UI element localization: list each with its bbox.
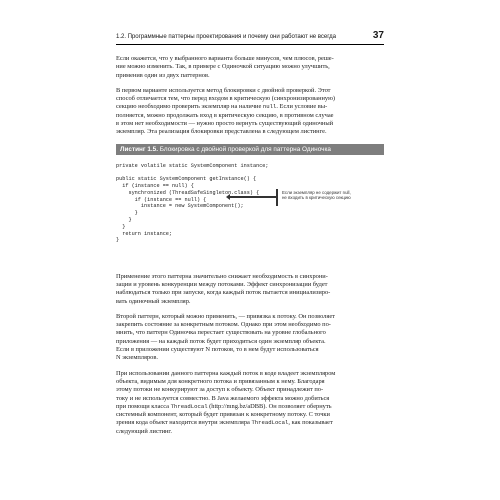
code-line: }: [116, 217, 132, 224]
text-line: вать одиночный экземпляр.: [116, 297, 191, 305]
text-line: N экземпляров.: [116, 354, 158, 362]
text-line: объекта, видимым для конкретного потока и привязанным к нему. Благодаря: [116, 377, 325, 385]
code-line: public static SystemComponent getInstance() {: [116, 176, 257, 183]
code-line: if (instance == null) {: [116, 183, 194, 190]
text-line: полняется, можно продолжать вход в критическую секцию, в противном случае: [116, 111, 334, 119]
text-line: Применение этого паттерна значительно снижает необходимость в синхрони-: [116, 272, 328, 280]
inline-code: ThreadLocal: [251, 419, 289, 427]
code-line: instance = new SystemComponent();: [116, 203, 244, 210]
listing-caption: [116, 144, 384, 155]
text-line: При использовании данного паттерна каждый поток в коде владеет экземпляром: [116, 369, 336, 377]
text-line: зрения кода объект находится внутри экземпляра ThreadLocal, как показывает: [116, 419, 333, 427]
text-line: Если окажется, что у выбранного варианта больше минусов, чем плюсов, реше-: [116, 55, 334, 62]
inline-code: ThreadLocal: [170, 402, 208, 410]
text-line: в этом нет необходимости — нужно просто вернуть существующий одиночный: [116, 120, 334, 128]
running-header: [116, 30, 384, 45]
annotation-line: не входить в критическую секцию: [282, 195, 351, 201]
text-line: ние можно изменить. Так, в примере с Одиночкой ситуацию можно улучшить,: [116, 63, 330, 71]
text-line: следующий листинг.: [116, 427, 172, 435]
code-line: private volatile static SystemComponent instance;: [116, 162, 269, 169]
synchronization-paragraph: [116, 273, 384, 306]
text-line: В первом варианте используется метод блокировки с двойной проверкой. Этот: [116, 86, 331, 94]
text-line: системный компонент, который будет привязан к конкретному потоку. С точки: [116, 411, 330, 419]
text-line: наблюдаться только при запуске, когда каждый поток пытается инициализиро-: [116, 289, 331, 297]
code-annotation: [282, 190, 382, 201]
double-check-paragraph: [116, 87, 384, 137]
intro-paragraph: [116, 55, 384, 80]
callout-bracket: [276, 189, 278, 206]
text-line: зации и уровень конкуренции между потоками. Эффект синхронизации будет: [116, 280, 328, 288]
text-line: току и не используется совместно. В Java желаемого эффекта можно добиться: [116, 394, 330, 402]
book-page: [116, 30, 384, 492]
text-line: экземпляр. Эта реализация блокировки представлена в следующем листинге.: [116, 128, 327, 136]
text-line: при помощи класса ThreadLocal (http://mng.bz/aDBB). Он позволяет обернуть: [116, 402, 332, 410]
threadlocal-paragraph: [116, 370, 384, 436]
code-line: }: [116, 210, 138, 217]
running-header-title: 1.2. Программные паттерны проектирования и почему они работают не всегда: [116, 33, 336, 40]
page-number: 37: [372, 30, 384, 41]
text-line: применив один из двух паттернов.: [116, 71, 210, 79]
listing-title: Блокировка с двойной проверкой для паттерна Одиночка: [159, 145, 331, 153]
text-line: мнить, что паттерн Одиночка перестает существовать на уровне глобального: [116, 329, 326, 337]
code-listing: [116, 163, 384, 263]
text-line: приложения — на каждый поток будет приходиться один экземпляр объекта.: [116, 337, 326, 345]
code-line: if (instance == null) {: [116, 196, 207, 203]
text-line: закрепить состояние за конкретным потоком. Однако при этом необходимо по-: [116, 321, 331, 329]
text-line: способ отличается тем, что перед входом в критическую (синхронизированную): [116, 95, 336, 103]
callout-arrow-icon: [230, 196, 276, 198]
text-line: секцию необходимо проверить экземпляр на наличие null. Если условие вы-: [116, 103, 328, 111]
listing-label: Листинг 1.5.: [120, 145, 158, 153]
code-line: return instance;: [116, 230, 173, 237]
code-line: }: [116, 237, 120, 244]
text-line: Второй паттерн, который можно применить, — привязка к потоку. Он позволяет: [116, 312, 335, 320]
code-line: }: [116, 223, 126, 230]
thread-binding-paragraph: [116, 313, 384, 363]
code-line: synchronized (ThreadSafeSingleton.class) {: [116, 189, 260, 196]
code-line: [116, 169, 384, 176]
inline-code: null: [262, 103, 277, 111]
annotation-line: Если экземпляр не содержит null,: [282, 189, 351, 195]
text-line: Если в приложении существуют N потоков, то в нем будут использоваться: [116, 346, 319, 354]
text-line: этому потоки не конкурируют за доступ к объекту. Объект принадлежит по-: [116, 386, 324, 394]
